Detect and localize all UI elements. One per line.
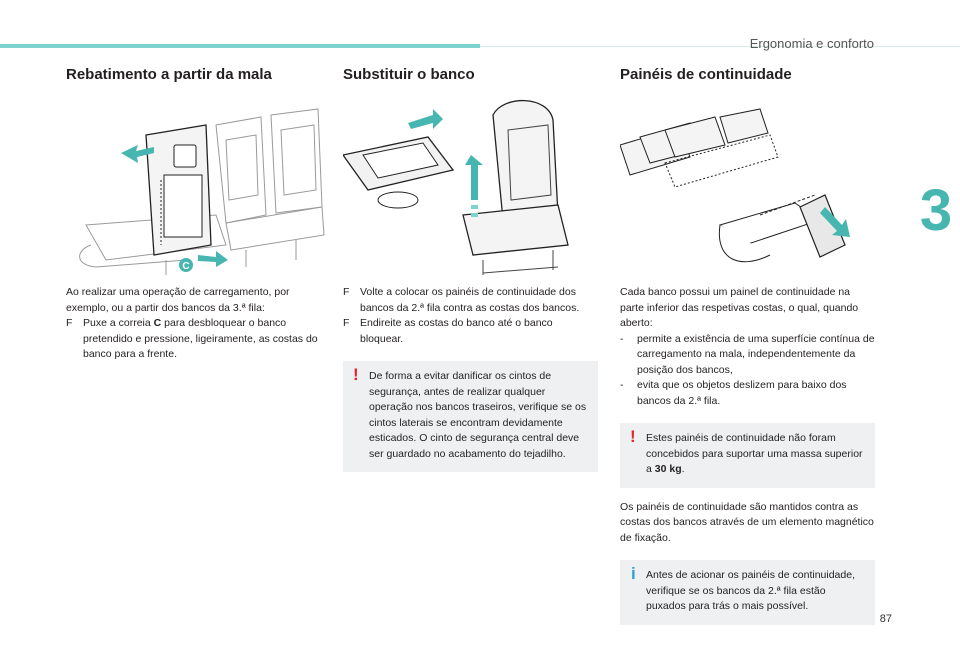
- max-load: 30 kg: [654, 463, 682, 475]
- intro-paragraph: Ao realizar uma operação de carregamento, por exemplo, ou a partir dos bancos da 3.ª fila:: [66, 286, 290, 314]
- list-item: F Volte a colocar os painéis de continuidade dos bancos da 2.ª fila contra as costas dos bancos.: [343, 286, 580, 314]
- list-item: - permite a existência de uma superfície contínua de carregamento na mala, independentemente da posição dos bancos,: [620, 332, 875, 376]
- column-folding-from-trunk: [66, 66, 321, 363]
- section-heading: Painéis de continuidade: [620, 66, 792, 83]
- warning-note: ! De forma a evitar danificar os cintos de segurança, antes de realizar qualquer operação nos bancos traseiros, verifique se os cintos laterais se encontram devidamente esticados. O cinto de segurança central deve ser guardado no acabamento do tejadilho.: [343, 361, 598, 472]
- header-rule: [480, 46, 960, 47]
- fixing-paragraph: Os painéis de continuidade são mantidos contra as costas dos bancos através de um elemento magnético de fixação.: [620, 500, 874, 544]
- bullet-icon: F: [343, 317, 350, 329]
- list-item: F Endireite as costas do banco até o banco bloquear.: [343, 317, 553, 345]
- warning-note: ! Estes painéis de continuidade não foram concebidos para suportar uma massa superior a 30 kg.: [620, 423, 875, 488]
- dash-icon: -: [620, 332, 624, 345]
- callout-letter: C: [182, 261, 190, 272]
- section-heading: Substituir o banco: [343, 66, 475, 83]
- warning-icon: !: [353, 365, 359, 384]
- column-continuity-panels: [620, 66, 875, 625]
- step-list: [343, 285, 598, 347]
- header-accent-bar: [0, 44, 480, 48]
- bullet-icon: F: [343, 286, 350, 298]
- section-title: Ergonomia e conforto: [749, 36, 874, 51]
- benefit-list: [620, 332, 875, 410]
- strap-letter: C: [153, 317, 162, 329]
- list-item: F Puxe a correia C para desbloquear o banco pretendido e pressione, ligeiramente, as costas do banco para a frente.: [66, 317, 318, 360]
- section-heading: Rebatimento a partir da mala: [66, 66, 272, 83]
- bullet-icon: F: [66, 317, 73, 329]
- intro-paragraph: Cada banco possui um painel de continuidade na parte inferior das respetivas costas, o qual, quando aberto:: [620, 286, 859, 329]
- chapter-number: 3: [919, 177, 953, 243]
- warning-icon: !: [630, 427, 636, 446]
- seat-folding-illustration: [66, 95, 321, 285]
- info-icon: i: [631, 564, 636, 583]
- info-note: i Antes de acionar os painéis de continuidade, verifique se os bancos da 2.ª fila estão puxados para trás o mais possível.: [620, 560, 875, 625]
- seat-replace-illustration: [343, 95, 598, 285]
- list-item: - evita que os objetos deslizem para baixo dos bancos da 2.ª fila.: [620, 379, 847, 407]
- page-number: 87: [879, 613, 892, 625]
- step-list: [66, 316, 321, 363]
- continuity-panel-illustration: [620, 95, 875, 285]
- dash-icon: -: [620, 379, 624, 391]
- column-replace-seat: [343, 66, 598, 472]
